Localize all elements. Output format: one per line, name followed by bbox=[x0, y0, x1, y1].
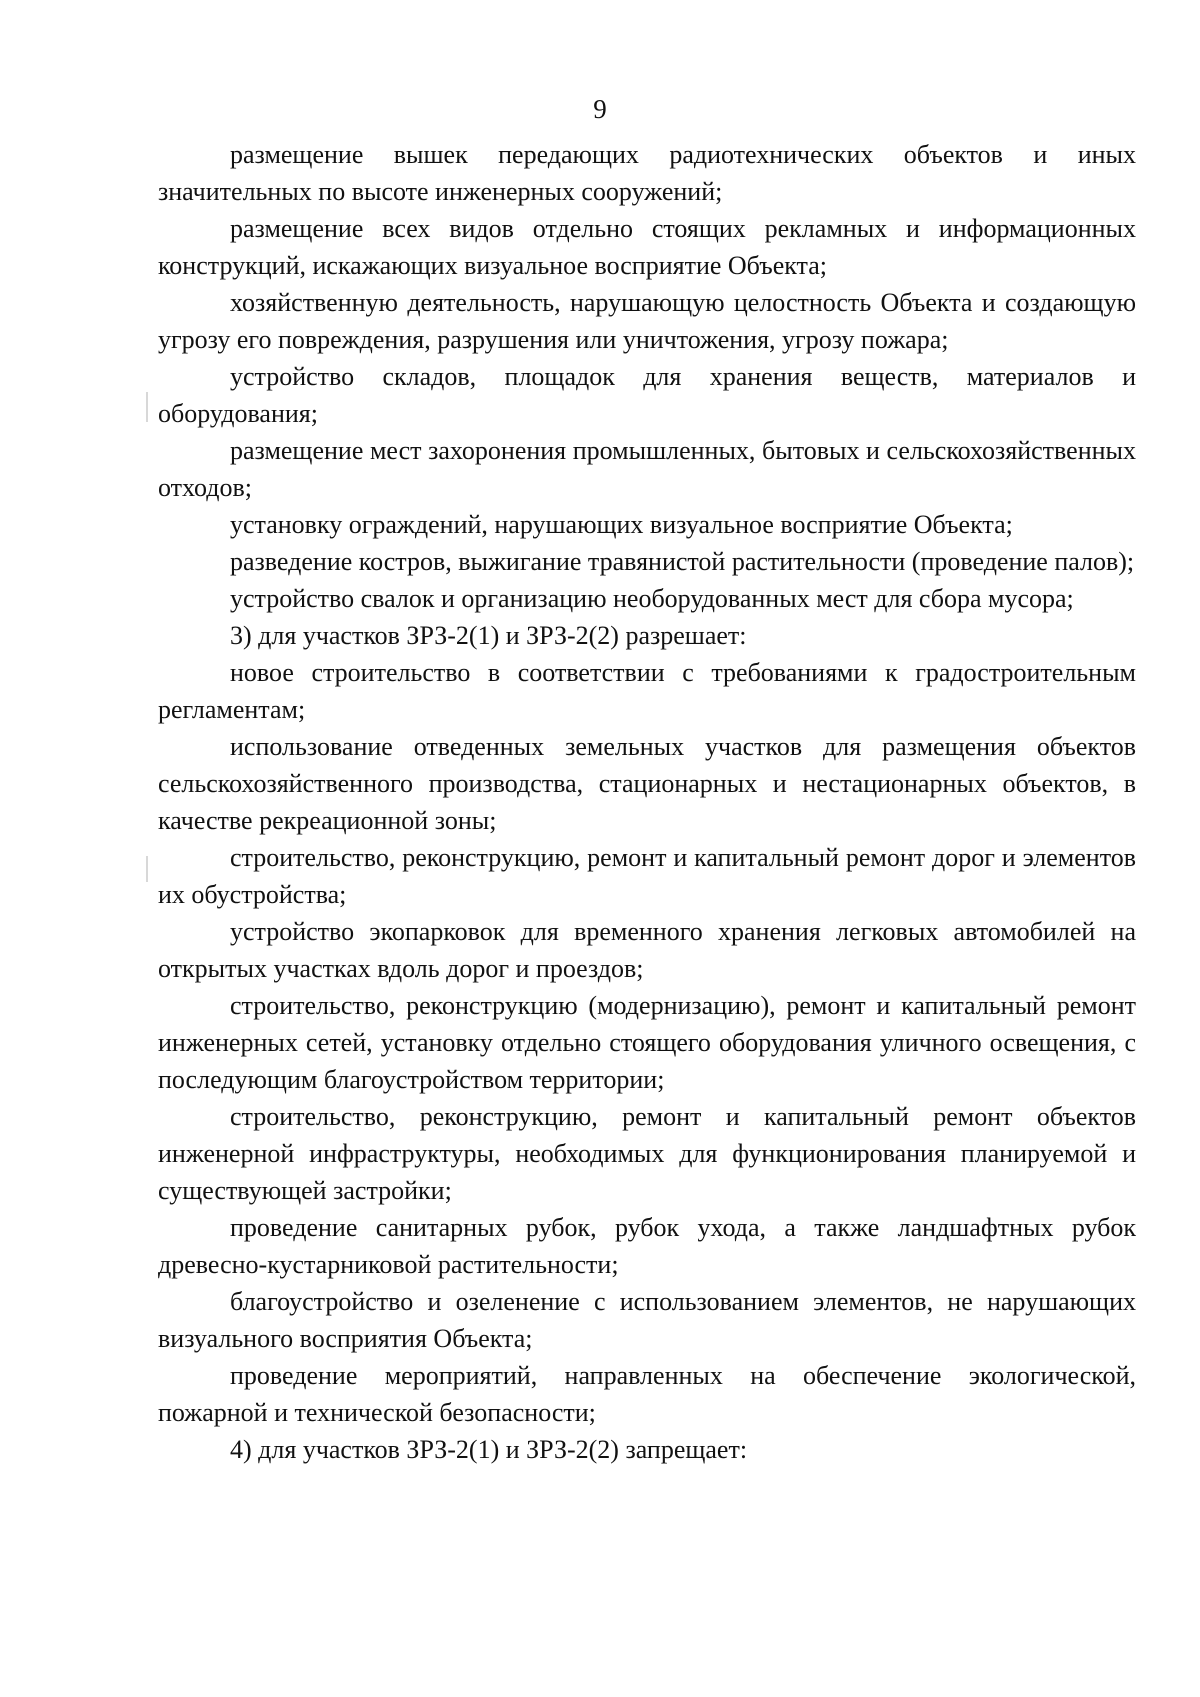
paragraph: размещение вышек передающих радиотехнических объектов и иных значительных по высоте инженерных сооружений; bbox=[158, 140, 1136, 206]
paragraph: благоустройство и озеленение с использованием элементов, не нарушающих визуального восприятия Объекта; bbox=[158, 1287, 1136, 1353]
paragraph: строительство, реконструкцию, ремонт и капитальный ремонт объектов инженерной инфраструктуры, необходимых для функционирования планируемой и существующей застройки; bbox=[158, 1102, 1136, 1205]
paragraph: размещение всех видов отдельно стоящих рекламных и информационных конструкций, искажающих визуальное восприятие Объекта; bbox=[158, 214, 1136, 280]
paragraph: строительство, реконструкцию (модернизацию), ремонт и капитальный ремонт инженерных сетей, установку отдельно стоящего оборудования уличного освещения, с последующим благоустройством территории; bbox=[158, 991, 1136, 1094]
paragraph: устройство складов, площадок для хранения веществ, материалов и оборудования; bbox=[158, 362, 1136, 428]
page-number: 9 bbox=[593, 94, 607, 124]
list-item-heading: 3) для участков ЗРЗ-2(1) и ЗРЗ-2(2) разрешает: bbox=[230, 621, 747, 650]
paragraph: проведение санитарных рубок, рубок ухода, а также ландшафтных рубок древесно-кустарниковой растительности; bbox=[158, 1213, 1136, 1279]
paragraph: использование отведенных земельных участков для размещения объектов сельскохозяйственного производства, стационарных и нестационарных объектов, в качестве рекреационной зоны; bbox=[158, 732, 1136, 835]
scan-artifact bbox=[146, 392, 148, 422]
scan-artifact bbox=[146, 856, 148, 882]
paragraph: устройство свалок и организацию необорудованных мест для сбора мусора; bbox=[230, 584, 1074, 613]
paragraph: размещение мест захоронения промышленных, бытовых и сельскохозяйственных отходов; bbox=[158, 436, 1136, 502]
paragraph: устройство экопарковок для временного хранения легковых автомобилей на открытых участках вдоль дорог и проездов; bbox=[158, 917, 1136, 983]
document-body bbox=[158, 136, 1136, 1468]
paragraph: установку ограждений, нарушающих визуальное восприятие Объекта; bbox=[230, 510, 1013, 539]
paragraph: проведение мероприятий, направленных на обеспечение экологической, пожарной и технической безопасности; bbox=[158, 1361, 1136, 1427]
list-item-heading: 4) для участков ЗРЗ-2(1) и ЗРЗ-2(2) запрещает: bbox=[230, 1435, 748, 1464]
paragraph: разведение костров, выжигание травянистой растительности (проведение палов); bbox=[230, 547, 1135, 576]
paragraph: строительство, реконструкцию, ремонт и капитальный ремонт дорог и элементов их обустройства; bbox=[158, 843, 1136, 909]
paragraph: новое строительство в соответствии с требованиями к градостроительным регламентам; bbox=[158, 658, 1136, 724]
paragraph: хозяйственную деятельность, нарушающую целостность Объекта и создающую угрозу его повреждения, разрушения или уничтожения, угрозу пожара; bbox=[158, 288, 1136, 354]
